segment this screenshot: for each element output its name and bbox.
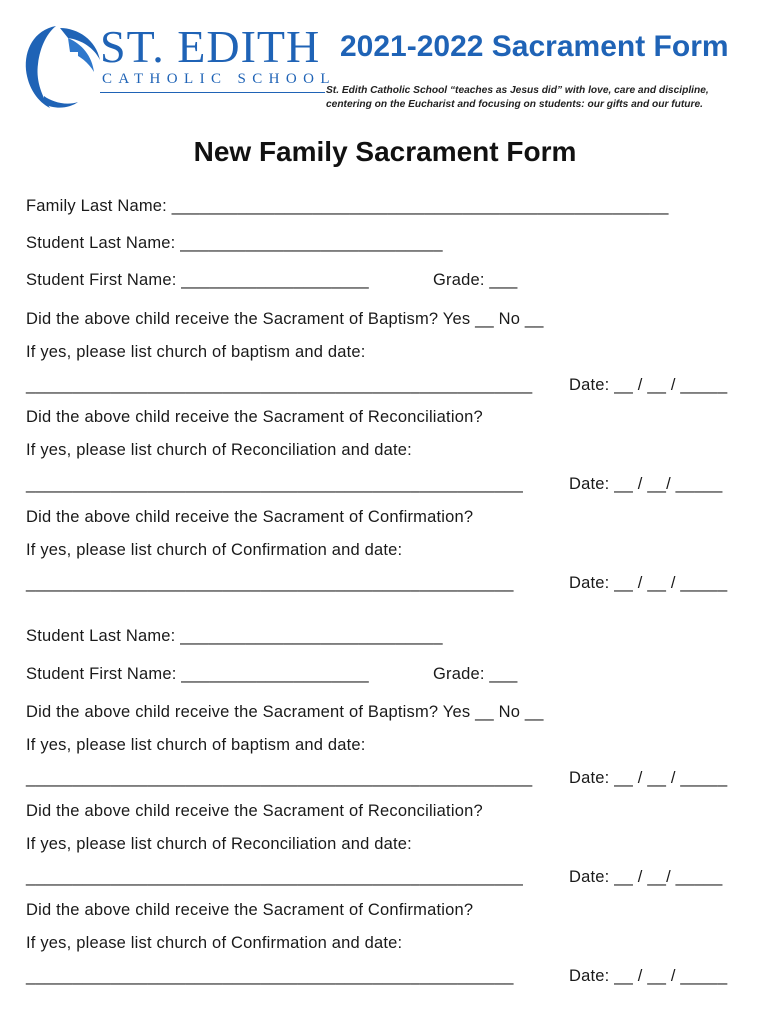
student-2-confirmation-date-field[interactable]: Date: __ / __ / _____ — [569, 967, 728, 985]
school-subtitle: CATHOLIC SCHOOL — [102, 71, 336, 87]
mission-line-1: St. Edith Catholic School “teaches as Jesus did” with love, care and discipline, — [326, 85, 709, 96]
student-1-last-name-field[interactable]: Student Last Name: ____________________________ — [26, 234, 443, 252]
school-logo — [22, 22, 102, 110]
student-2-last-name-field[interactable]: Student Last Name: ____________________________ — [26, 627, 443, 645]
student-2-confirmation-question: Did the above child receive the Sacrament of Confirmation? — [26, 901, 474, 919]
student-2-reconciliation-question: Did the above child receive the Sacrament of Reconciliation? — [26, 802, 483, 820]
mission-statement — [326, 84, 746, 112]
student-1-confirmation-church-field[interactable]: ____________________________________________________ — [26, 574, 514, 592]
student-1-confirmation-date-field[interactable]: Date: __ / __ / _____ — [569, 574, 728, 592]
student-2-reconciliation-instruction: If yes, please list church of Reconciliation and date: — [26, 835, 412, 853]
student-1-first-name-field[interactable]: Student First Name: ____________________ — [26, 271, 369, 289]
student-1-confirmation-instruction: If yes, please list church of Confirmation and date: — [26, 541, 403, 559]
student-2-reconciliation-church-field[interactable]: _____________________________________________________ — [26, 868, 523, 886]
student-1-grade-field[interactable]: Grade: ___ — [433, 271, 518, 289]
student-1-reconciliation-instruction: If yes, please list church of Reconciliation and date: — [26, 441, 412, 459]
student-2-baptism-question[interactable]: Did the above child receive the Sacrament of Baptism? Yes __ No __ — [26, 703, 544, 721]
student-1-confirmation-question: Did the above child receive the Sacrament of Confirmation? — [26, 508, 474, 526]
form-heading: 2021-2022 Sacrament Form — [340, 30, 729, 63]
student-2-reconciliation-date-field[interactable]: Date: __ / __/ _____ — [569, 868, 723, 886]
student-2-baptism-date-field[interactable]: Date: __ / __ / _____ — [569, 769, 728, 787]
student-2-baptism-church-field[interactable]: ______________________________________________________ — [26, 769, 533, 787]
student-2-baptism-instruction: If yes, please list church of baptism and date: — [26, 736, 366, 754]
mission-line-2: centering on the Eucharist and focusing on students: our gifts and our future. — [326, 99, 703, 110]
student-2-confirmation-church-field[interactable]: ____________________________________________________ — [26, 967, 514, 985]
student-1-reconciliation-church-field[interactable]: _____________________________________________________ — [26, 475, 523, 493]
family-last-name-field[interactable]: Family Last Name: _____________________________________________________ — [26, 197, 669, 215]
school-name: ST. EDITH — [100, 21, 321, 72]
student-2-grade-field[interactable]: Grade: ___ — [433, 665, 518, 683]
student-2-first-name-field[interactable]: Student First Name: ____________________ — [26, 665, 369, 683]
student-1-baptism-question[interactable]: Did the above child receive the Sacrament of Baptism? Yes __ No __ — [26, 310, 544, 328]
student-2-confirmation-instruction: If yes, please list church of Confirmation and date: — [26, 934, 403, 952]
student-1-reconciliation-question: Did the above child receive the Sacrament of Reconciliation? — [26, 408, 483, 426]
student-1-baptism-instruction: If yes, please list church of baptism and date: — [26, 343, 366, 361]
student-1-baptism-church-field[interactable]: ______________________________________________________ — [26, 376, 533, 394]
student-1-reconciliation-date-field[interactable]: Date: __ / __/ _____ — [569, 475, 723, 493]
header-divider — [100, 92, 325, 93]
page-title: New Family Sacrament Form — [193, 136, 577, 167]
student-1-baptism-date-field[interactable]: Date: __ / __ / _____ — [569, 376, 728, 394]
